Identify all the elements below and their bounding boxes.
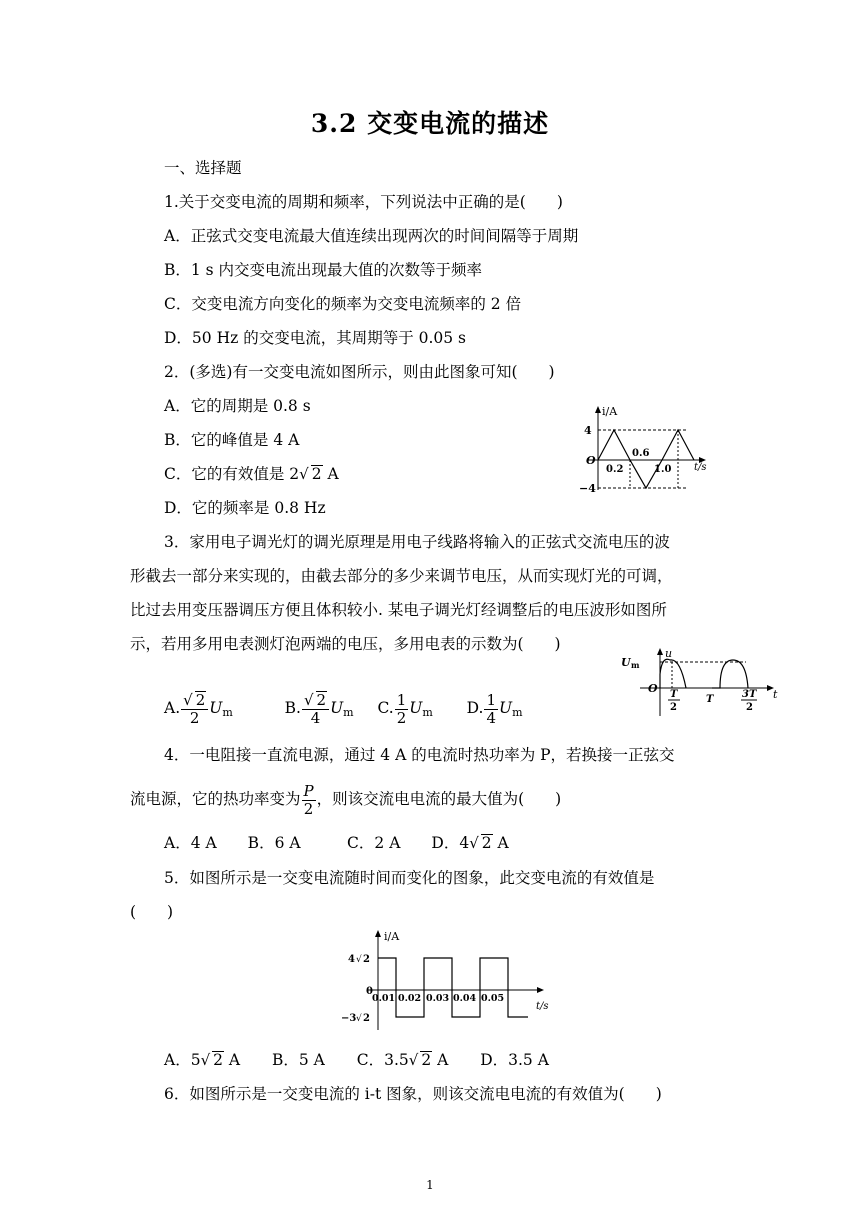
q2-option-c-unit: A <box>322 465 339 483</box>
q2-option-b: B．它的峰值是 4 A <box>164 431 300 449</box>
q4-fraction <box>302 783 316 818</box>
q1-option-c: C．交变电流方向变化的频率为交变电流频率的 2 倍 <box>164 295 522 313</box>
q3-option-b-label: B. <box>284 699 301 717</box>
radical-sign: √ <box>200 1051 211 1069</box>
q4-options-text: A．4 A B．6 A C．2 A D．4 <box>164 834 470 852</box>
q3-a-radicand: 2 <box>195 691 206 709</box>
q3-b-radicand: 2 <box>316 691 327 709</box>
q2-fig-t2: 0.6 <box>632 448 650 459</box>
q4-frac-den: 2 <box>303 799 314 818</box>
q2-figure <box>578 404 728 496</box>
q3-option-a-label: A. <box>164 699 181 717</box>
q3-line-3: 比过去用变压器调压方便且体积较小. 某电子调光灯经调整后的电压波形如图所 <box>130 601 667 619</box>
q3-option-c <box>377 690 437 727</box>
q3-fig-um-sub: m <box>631 660 640 670</box>
q3-fig-T: T <box>706 694 714 705</box>
q2-fig-origin: O <box>586 454 596 467</box>
q3-d-m: m <box>512 706 523 719</box>
q3-d-U: U <box>498 699 513 717</box>
q5-fig-tick-5: 0.05 <box>481 993 505 1004</box>
q3-c-num: 1 <box>396 690 407 709</box>
q3-c-den: 2 <box>396 708 407 727</box>
q5-fig-top: 4 <box>348 954 355 965</box>
q3-a-m: m <box>222 706 233 719</box>
q2-fig-bottom: −4 <box>579 482 596 495</box>
q1-option-a: A．正弦式交变电流最大值连续出现两次的时间间隔等于周期 <box>164 227 579 245</box>
q3-a-U: U <box>209 699 223 717</box>
q6-stem: 6．如图所示是一交变电流的 i-t 图象，则该交流电电流的有效值为( ) <box>164 1085 662 1103</box>
q2-fig-x-label: t/s <box>694 462 707 473</box>
q5-fig-origin: 0 <box>366 986 373 997</box>
q4-option-d-radicand: 2 <box>481 834 492 852</box>
q5-option-a: A．5 <box>164 1051 201 1069</box>
q5-option-c: C．3.5 <box>356 1051 409 1069</box>
page-number: 1 <box>426 1178 434 1192</box>
q3-fig-x-label: t <box>773 688 778 701</box>
q2-option-a: A．它的周期是 0.8 s <box>164 397 311 415</box>
q1-option-d: D．50 Hz 的交变电流，其周期等于 0.05 s <box>164 329 467 347</box>
q3-a-den: 2 <box>189 709 200 727</box>
q2-option-d: D．它的频率是 0.8 Hz <box>164 499 326 517</box>
q3-fig-origin: O <box>648 682 658 695</box>
q5-figure <box>340 926 560 1032</box>
q3-option-b <box>284 691 359 727</box>
q5-fig-x-label: t/s <box>536 1001 549 1012</box>
q3-fig-um: U <box>621 656 631 669</box>
q3-fig-T-half-den: 2 <box>670 702 677 713</box>
q3-fig-y-label: u <box>665 647 673 660</box>
q5-fig-bottom-rad: 2 <box>363 1013 370 1024</box>
q3-fig-3T-num: 3T <box>742 689 757 700</box>
q3-option-d <box>466 690 523 727</box>
q2-fig-y-label: i/A <box>602 405 618 418</box>
q3-option-d-label: D. <box>466 699 484 717</box>
q3-b-den: 4 <box>310 709 321 727</box>
q5-option-a-unit: A <box>224 1051 241 1069</box>
q3-option-c-label: C. <box>377 699 394 717</box>
q3-d-den: 4 <box>486 708 496 727</box>
q5-option-d: D．3.5 A <box>480 1051 549 1069</box>
q5-option-b: B．5 A <box>272 1051 325 1069</box>
q2-option-c <box>164 463 339 485</box>
q3-line-1: 3．家用电子调光灯的调光原理是用电子线路将输入的正弦式交流电压的波 <box>164 533 670 551</box>
q4-options <box>164 832 509 854</box>
q3-b-m: m <box>343 706 354 719</box>
radical-sign: √ <box>299 465 309 483</box>
q5-option-c-unit: A <box>432 1051 449 1069</box>
q5-fig-tick-2: 0.02 <box>398 993 422 1004</box>
q5-fig-y-label: i/A <box>384 930 400 943</box>
q5-fig-tick-4: 0.04 <box>453 993 477 1004</box>
q3-c-m: m <box>422 706 433 719</box>
page-title: 3.2 交变电流的描述 <box>310 109 550 138</box>
q4-frac-num: P <box>303 781 314 800</box>
q5-option-a-radicand: 2 <box>213 1051 223 1069</box>
q1-option-b: B．1 s 内交变电流出现最大值的次数等于频率 <box>164 261 483 279</box>
q5-fig-tick-3: 0.03 <box>426 993 450 1004</box>
q5-fig-bottom-sqrt: √ <box>356 1014 362 1024</box>
q5-fig-top-rad: 2 <box>363 954 370 965</box>
q2-option-c-radicand: 2 <box>311 465 322 483</box>
q3-option-d-frac <box>484 692 498 727</box>
q4-option-d-unit: A <box>492 834 509 852</box>
q3-b-U: U <box>330 699 344 717</box>
q3-option-b-frac: $\frac{√ 2}{4}$ <box>302 691 329 727</box>
q2-fig-t3: 1.0 <box>654 464 672 475</box>
q2-option-c-prefix: C．它的有效值是 2 <box>164 465 300 483</box>
q3-option-a <box>164 691 238 727</box>
q2-fig-top: 4 <box>584 424 592 437</box>
q5-line-1: 5．如图所示是一交变电流随时间而变化的图象，此交变电流的有效值是 <box>164 869 655 887</box>
q5-fig-bottom: −3 <box>341 1013 357 1024</box>
q3-line-2: 形截去一部分来实现的，由截去部分的多少来调节电压，从而实现灯光的可调， <box>130 567 673 585</box>
q3-line-4: 示，若用多用电表测灯泡两端的电压，多用电表的示数为( ) <box>130 635 561 653</box>
radical-sign: √ <box>469 834 479 852</box>
q4-line-2-suffix: ，则该交流电电流的最大值为( ) <box>316 790 562 808</box>
q3-d-num: 1 <box>486 690 496 709</box>
q5-fig-top-sqrt: √ <box>356 955 362 965</box>
q3-c-U: U <box>409 699 423 717</box>
q3-fig-T-half-num: T <box>670 689 678 700</box>
q3-options <box>164 690 523 731</box>
q2-stem: 2．(多选)有一交变电流如图所示，则由此图象可知( ) <box>164 363 555 381</box>
q5-line-2: ( ) <box>130 903 174 921</box>
section-heading: 一、选择题 <box>164 159 242 177</box>
q5-option-c-radicand: 2 <box>421 1051 432 1069</box>
q3-fig-3T-den: 2 <box>746 702 753 713</box>
q3-figure <box>620 646 785 718</box>
q3-option-c-frac <box>395 692 409 727</box>
q4-line-2 <box>130 780 561 818</box>
radical-sign: √ <box>408 1051 419 1069</box>
q2-fig-t1: 0.2 <box>606 464 624 475</box>
q5-fig-tick-1: 0.01 <box>372 993 396 1004</box>
q4-line-2-prefix: 流电源，它的热功率变为 <box>130 790 301 808</box>
q5-options <box>164 1049 549 1071</box>
q1-stem: 1.关于交变电流的周期和频率，下列说法中正确的是( ) <box>164 193 563 211</box>
q3-option-a-frac: $\frac{√ 2}{2}$ <box>181 691 208 727</box>
q4-line-1: 4．一电阻接一直流电源，通过 4 A 的电流时热功率为 P，若换接一正弦交 <box>164 746 675 764</box>
